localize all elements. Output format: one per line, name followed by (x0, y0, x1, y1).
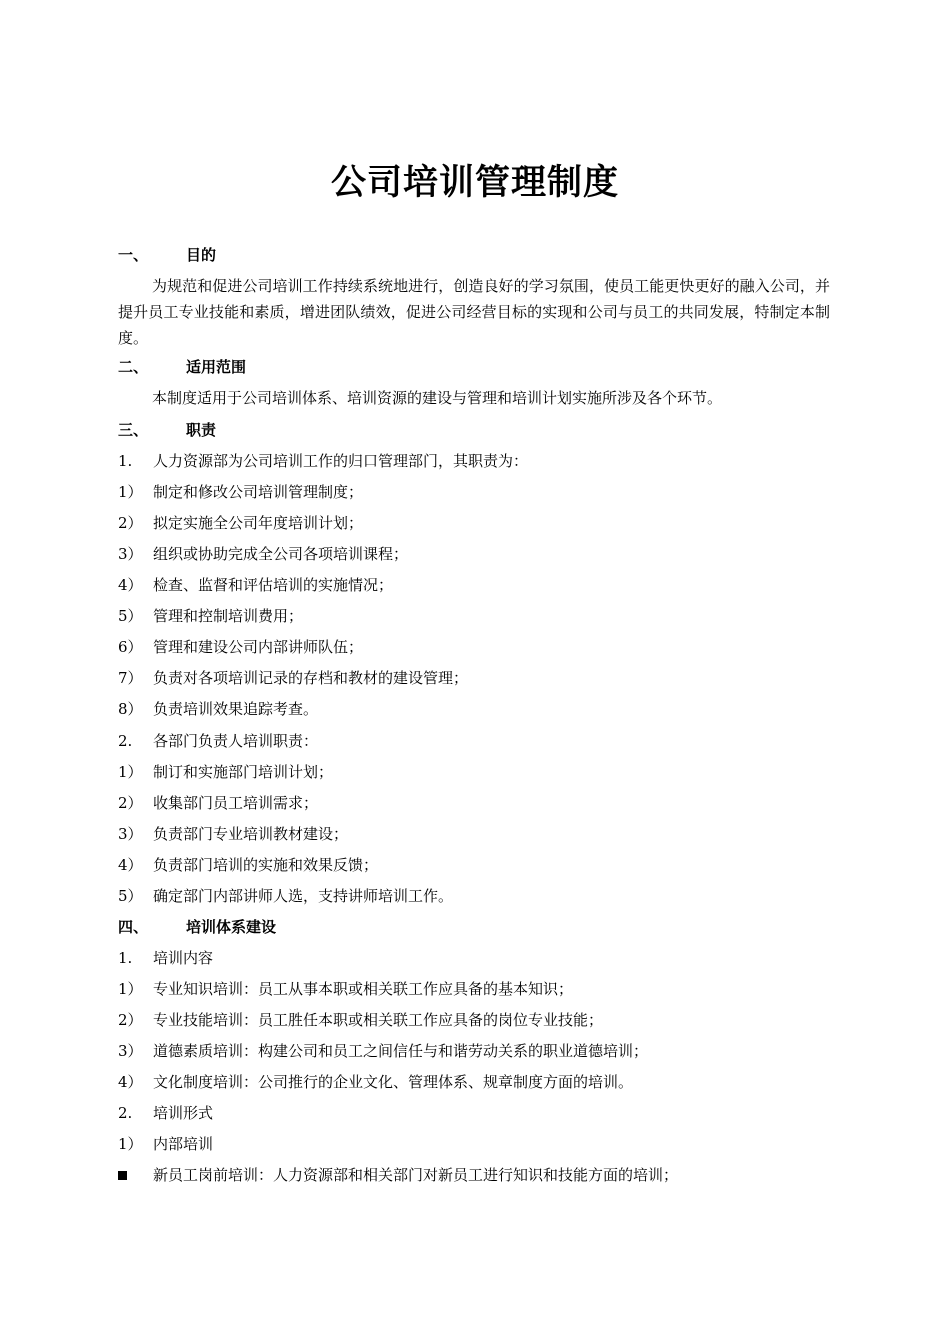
item-number: 1） (118, 483, 143, 501)
item-number: 8） (118, 700, 143, 718)
item-text: 管理和控制培训费用； (153, 607, 304, 625)
item-number: 3） (118, 1042, 143, 1060)
item-text: 组织或协助完成全公司各项培训课程； (153, 545, 409, 563)
item-number: 2） (118, 514, 143, 532)
scope-paragraph: 本制度适用于公司培训体系、培训资源的建设与管理和培训计划实施所涉及各个环节。 (152, 389, 723, 407)
item-text: 专业技能培训：员工胜任本职或相关联工作应具备的岗位专业技能； (153, 1011, 604, 1029)
item-number: 1. (118, 949, 133, 967)
section-number: 三、 (118, 421, 149, 439)
item-text: 确定部门内部讲师人选，支持讲师培训工作。 (153, 887, 454, 905)
item-text: 管理和建设公司内部讲师队伍； (153, 638, 364, 656)
item-number: 2. (118, 732, 133, 750)
item-text: 负责培训效果追踪考查。 (153, 700, 319, 718)
item-number: 2. (118, 1104, 133, 1122)
item-text: 各部门负责人培训职责： (153, 732, 319, 750)
item-number: 3） (118, 825, 143, 843)
item-text: 道德素质培训：构建公司和员工之间信任与和谐劳动关系的职业道德培训； (153, 1042, 649, 1060)
item-text: 人力资源部为公司培训工作的归口管理部门，其职责为： (153, 452, 529, 470)
section-number: 四、 (118, 918, 149, 936)
item-text: 内部培训 (153, 1135, 214, 1153)
item-number: 6） (118, 638, 143, 656)
item-text: 制定和修改公司培训管理制度； (153, 483, 364, 501)
item-number: 1） (118, 980, 143, 998)
item-number: 1） (118, 763, 143, 781)
section-title: 职责 (186, 421, 217, 439)
item-number: 4） (118, 1073, 143, 1091)
item-number: 5） (118, 607, 143, 625)
item-number: 2） (118, 794, 143, 812)
section-number: 二、 (118, 358, 149, 376)
item-text: 专业知识培训：员工从事本职或相关联工作应具备的基本知识； (153, 980, 574, 998)
item-number: 4） (118, 856, 143, 874)
square-bullet-icon (118, 1171, 127, 1180)
item-text: 检查、监督和评估培训的实施情况； (153, 576, 394, 594)
section-title: 适用范围 (186, 358, 247, 376)
item-text: 负责部门专业培训教材建设； (153, 825, 349, 843)
item-text: 收集部门员工培训需求； (153, 794, 319, 812)
item-number: 4） (118, 576, 143, 594)
item-text: 拟定实施全公司年度培训计划； (153, 514, 364, 532)
page-title: 公司培训管理制度 (330, 163, 619, 203)
section-title: 目的 (186, 246, 217, 264)
item-text: 培训内容 (153, 949, 214, 967)
item-text: 负责对各项培训记录的存档和教材的建设管理； (153, 669, 469, 687)
section-title: 培训体系建设 (186, 918, 277, 936)
item-text: 培训形式 (153, 1104, 214, 1122)
item-number: 7） (118, 669, 143, 687)
item-number: 3） (118, 545, 143, 563)
item-text: 文化制度培训：公司推行的企业文化、管理体系、规章制度方面的培训。 (153, 1073, 634, 1091)
item-text: 制订和实施部门培训计划； (153, 763, 334, 781)
section-number: 一、 (118, 246, 149, 264)
item-text: 新员工岗前培训：人力资源部和相关部门对新员工进行知识和技能方面的培训； (153, 1166, 679, 1184)
item-number: 2） (118, 1011, 143, 1029)
item-number: 5） (118, 887, 143, 905)
purpose-paragraph: 为规范和促进公司培训工作持续系统地进行，创造良好的学习氛围，使员工能更快更好的融入公司，并提升员工专业技能和素质，增进团队绩效，促进公司经营目标的实现和公司与员工的共同发展，特制定本制度。 (118, 277, 830, 347)
item-number: 1） (118, 1135, 143, 1153)
item-text: 负责部门培训的实施和效果反馈； (153, 856, 379, 874)
item-number: 1. (118, 452, 133, 470)
